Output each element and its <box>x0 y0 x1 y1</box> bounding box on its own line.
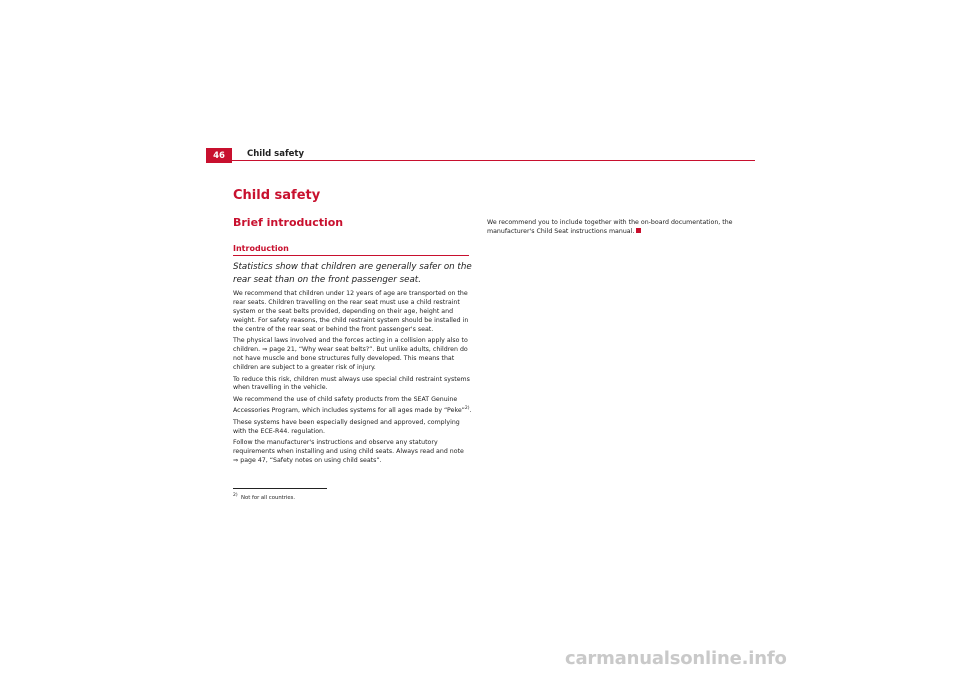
end-of-section-icon <box>636 228 641 233</box>
body-text: The physical laws involved and the forces acting in a collision apply also to children. <box>233 337 468 354</box>
page-reference-link[interactable]: ⇒ page 21, “Why wear seat belts?” <box>262 346 373 354</box>
body-text: . But unlike adults, children do not have muscle and bone structures fully developed. This means that children are subject to a greater risk of injury. <box>233 346 468 371</box>
lead-paragraph: Statistics show that children are generally safer on the rear seat than on the front passenger seat. <box>233 262 472 285</box>
body-text-column <box>233 290 473 469</box>
footnote-text: Not for all countries. <box>241 494 296 501</box>
page-number: 46 <box>213 150 225 161</box>
body-paragraph <box>487 219 749 237</box>
page-reference-link[interactable]: ⇒ page 47, “Safety notes on using child seats” <box>233 456 380 464</box>
body-text: . <box>379 456 382 464</box>
header-divider <box>232 160 755 161</box>
body-text: We recommend the use of child safety products from the SEAT Genuine Accessories Program, which includes systems for all ages made by “Peke” <box>233 396 465 415</box>
body-text: We recommend you to include together with the on-board documentation, the manufacturer's Child Seat instructions manual. <box>487 219 733 235</box>
body-paragraph: We recommend the use of child safety products from the SEAT Genuine Accessories Program, which includes systems for all ages made by “Peke”$^{2)}$. <box>233 396 472 415</box>
running-title: Child safety <box>247 149 305 159</box>
chapter-title: Child safety <box>233 188 321 203</box>
subsection-divider <box>233 255 469 256</box>
body-paragraph: These systems have been especially designed and approved, complying with the ECE-R44. regulation. <box>233 418 460 435</box>
watermark: carmanualsonline.info <box>565 648 787 669</box>
section-title: Brief introduction <box>233 216 344 229</box>
footnote-divider <box>233 488 327 489</box>
body-paragraph: We recommend that children under 12 years of age are transported on the rear seats. Children travelling on the rear seat must use a child restraint system or the seat belts provided, depending on their age, height and weight. For safety reasons, the child restraint system should be installed in the centre of the rear seat or behind the front passenger's seat. <box>233 290 469 333</box>
body-paragraph <box>233 439 473 466</box>
footnote-marker: 2) <box>233 493 238 498</box>
body-paragraph <box>233 337 473 373</box>
page-number-badge <box>206 148 232 163</box>
subsection-title: Introduction <box>233 244 289 253</box>
footnote <box>233 492 295 502</box>
body-paragraph: To reduce this risk, children must always use special child restraint systems when travelling in the vehicle. <box>233 375 470 392</box>
right-text-column <box>487 219 749 237</box>
footnote-marker: 2) <box>464 405 470 411</box>
body-text: Follow the manufacturer's instructions and observe any statutory requirements when installing and using child seats. Always read and note <box>233 439 464 456</box>
